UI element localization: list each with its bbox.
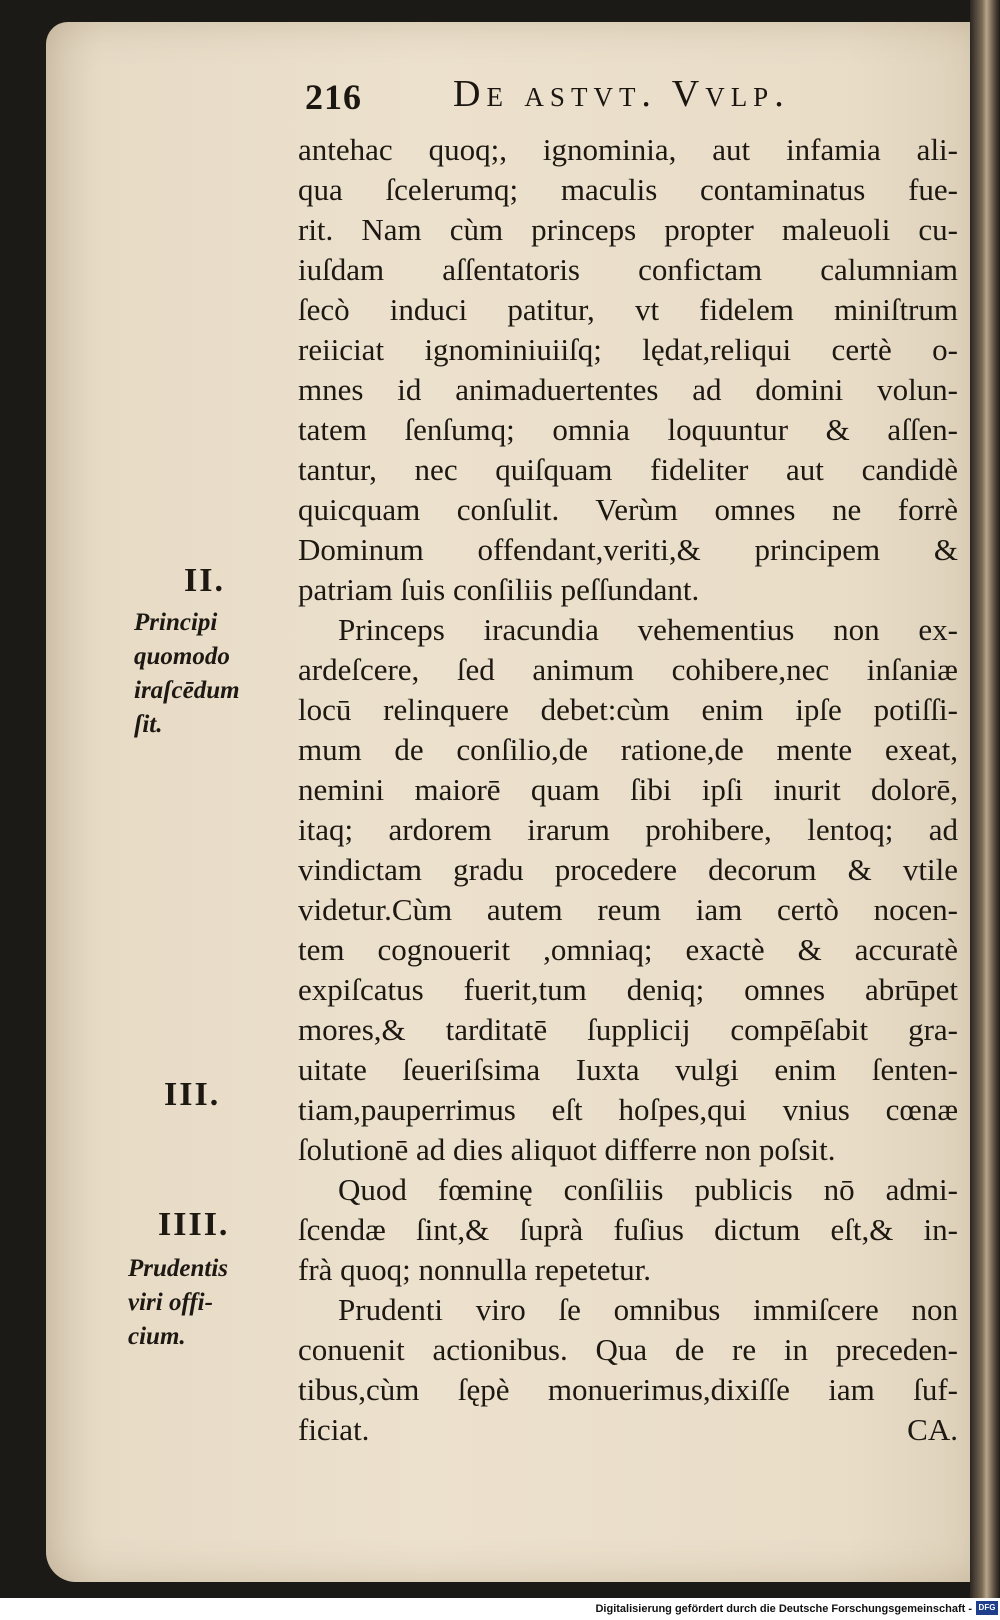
text-line: tiam,pauperrimus eſt hoſpes,qui vnius cœnæ [298, 1092, 958, 1127]
text-line: frà quoq; nonnulla repetetur. [298, 1252, 651, 1287]
text-line: videtur.Cùm autem reum iam certò nocen- [298, 892, 958, 927]
margin-gloss-line: cium. [128, 1323, 186, 1350]
text-line: ardeſcere, ſed animum cohibere,nec inſaniæ [298, 652, 958, 687]
dfg-logo-icon: DFG [976, 1601, 998, 1615]
page-number: 216 [305, 77, 362, 117]
text-line: tantur, nec quiſquam fideliter aut candidè [298, 452, 958, 487]
margin-numeral: II. [184, 562, 225, 599]
footer-credit: Digitalisierung gefördert durch die Deutsche Forschungsgemeinschaft - [595, 1603, 972, 1615]
text-line: Quod fœminę conſiliis publicis nō admi- [338, 1172, 958, 1207]
margin-gloss-line: viri offi- [128, 1289, 213, 1316]
text-line: nemini maiorē quam ſibi ipſi inurit dolorē, [298, 772, 958, 807]
text-line: mores,& tarditatē ſupplicij compēſabit gra- [298, 1012, 958, 1047]
text-line: Dominum offendant,veriti,& principem & [298, 532, 958, 567]
margin-gloss-2 [134, 606, 240, 742]
margin-gloss-line: quomodo [134, 643, 230, 670]
digitization-footer [0, 1598, 1000, 1620]
text-line: reiiciat ignominiuiiſq; lędat,reliqui certè o- [298, 332, 958, 367]
margin-note-4 [158, 1206, 229, 1244]
text-line: vindictam gradu procedere decorum & vtile [298, 852, 958, 887]
body-text [298, 130, 958, 1450]
margin-note-2 [184, 562, 225, 600]
margin-gloss-line: ſit. [134, 711, 163, 738]
margin-numeral: III. [164, 1076, 221, 1113]
last-line [298, 1410, 958, 1450]
text-line: mum de conſilio,de ratione,de mente exeat, [298, 732, 958, 767]
text-line: locū relinquere debet:cùm enim ipſe potiſſi- [298, 692, 958, 727]
margin-gloss-4 [128, 1252, 228, 1354]
margin-gloss-line: Prudentis [128, 1255, 229, 1282]
running-title: De astvt. Vvlp. [453, 73, 790, 115]
text-line: itaq; ardorem irarum prohibere, lentoq; ad [298, 812, 958, 847]
text-line: quicquam conſulit. Verùm omnes ne forrè [298, 492, 958, 527]
text-line: rit. Nam cùm princeps propter maleuoli cu- [298, 212, 958, 247]
margin-gloss-line: iraſcēdum [134, 677, 240, 704]
text-line: tatem ſenſumq; omnia loquuntur & aſſen- [298, 412, 958, 447]
page-header [305, 72, 945, 122]
text-line: Prudenti viro ſe omnibus immiſcere non [338, 1292, 958, 1327]
catchword: CA. [907, 1412, 958, 1447]
margin-gloss-line: Principi [134, 609, 218, 636]
text-line: mnes id animaduertentes ad domini volun- [298, 372, 958, 407]
text-line: ſolutionē ad dies aliquot differre non poſsit. [298, 1132, 836, 1167]
text-line: iuſdam aſſentatoris confictam calumniam [298, 252, 958, 287]
text-line: ficiat. [298, 1412, 370, 1447]
text-line: Princeps iracundia vehementius non ex- [338, 612, 958, 647]
text-line: ſecò induci patitur, vt fidelem miniſtrum [298, 292, 958, 327]
text-line: qua ſcelerumq; maculis contaminatus fue- [298, 172, 958, 207]
text-line: tibus,cùm ſępè monuerimus,dixiſſe iam ſuf- [298, 1372, 958, 1407]
text-line: patriam ſuis conſiliis peſſundant. [298, 572, 700, 607]
margin-numeral: IIII. [158, 1206, 230, 1243]
text-line: uitate ſeueriſsima Iuxta vulgi enim ſenten- [298, 1052, 958, 1087]
margin-note-3 [164, 1076, 220, 1114]
text-line: expiſcatus fuerit,tum deniq; omnes abrūpet [298, 972, 958, 1007]
text-line: antehac quoq;, ignominia, aut infamia ali- [298, 132, 958, 167]
text-line: tem cognouerit ,omniaq; exactè & accuratè [298, 932, 958, 967]
text-line: conuenit actionibus. Qua de re in preceden- [298, 1332, 958, 1367]
text-line: ſcendæ ſint,& ſuprà fuſius dictum eſt,& in- [298, 1212, 958, 1247]
page-edge [970, 0, 1000, 1598]
